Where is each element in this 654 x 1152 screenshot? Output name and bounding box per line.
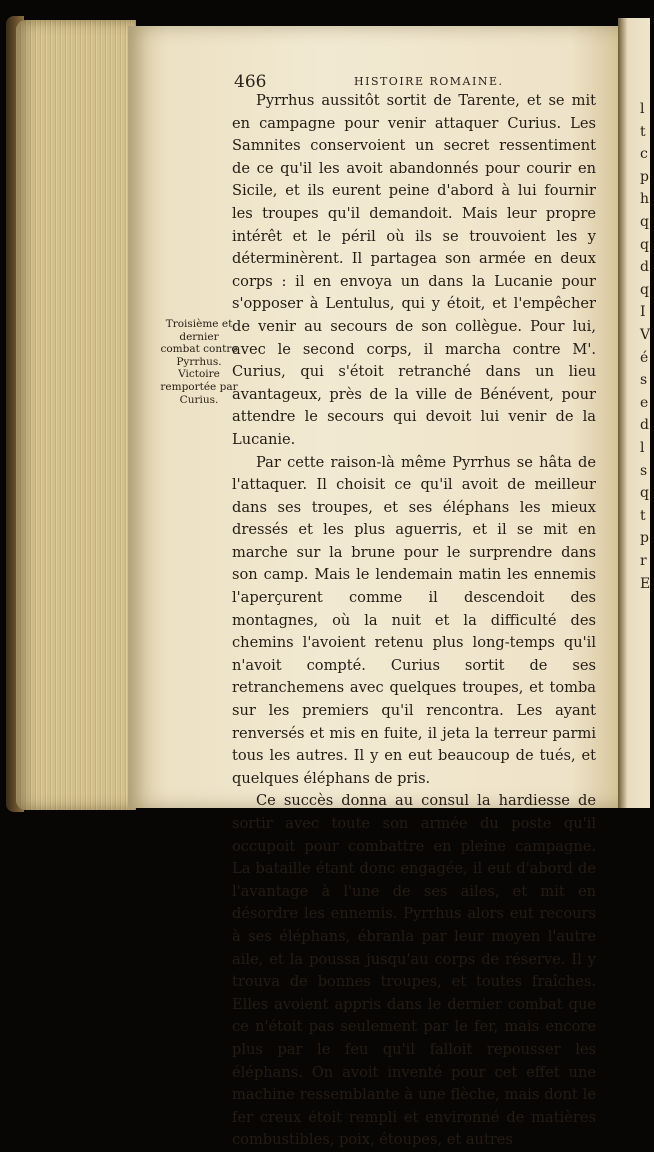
facing-page-fragment: é <box>640 349 649 366</box>
facing-page-fragment: l <box>640 440 645 456</box>
facing-page-fragment: e <box>640 394 649 411</box>
facing-page-fragment: q <box>640 485 649 502</box>
paragraph: Pyrrhus aussitôt sortit de Tarente, et se mit en campagne pour venir attaquer Curius. Les Samnites conservoient un secret ressentiment de ce qu'il les avoit abandonnés pour courir en Sicile, et ils eurent peine d'abord à lui fournir les troupes qu'il demandoit. Mais leur propre intérêt et le péril où ils se trouvoient les y déterminèrent. Il partagea son armée en deux corps : il en envoya un dans la Lucanie pour s'opposer à Lentulus, qui y étoit, et l'empêcher de venir au secours de son collègue. Pour lui, avec le second corps, il marcha contre M'. Curius, qui s'étoit retranché dans un lieu avantageux, près de la ville de Bénévent, pour attendre le secours qui devoit lui venir de la Lucanie. <box>232 92 596 448</box>
facing-page-fragment: l <box>640 101 645 117</box>
facing-page-fragment: d <box>640 417 649 434</box>
facing-page-fragment: s <box>640 372 648 389</box>
facing-page-fragment: I <box>640 304 646 321</box>
facing-page-fragment: E <box>640 575 650 592</box>
facing-page-fragment: q <box>640 281 649 298</box>
facing-page-sliver <box>618 18 650 808</box>
facing-page-fragment: t <box>640 507 646 524</box>
facing-page-fragment: t <box>640 123 646 140</box>
paragraph: Ce succès donna au consul la hardiesse de sortir avec toute son armée du poste qu'il occupoit pour combattre en pleine campagne. La bataille étant donc engagée, il eut d'abord de l'avantage à l'une de ses ailes, et mit en désordre les ennemis. Pyrrhus alors eut recours à ses éléphans, ébranla par leur moyen l'autre aile, et la poussa jusqu'au corps de réserve. Il y trouva de bonnes troupes, et toutes fraîches. Elles avoient appris dans le dernier combat que ce n'étoit pas seulement par le fer, mais encore plus par le feu qu'il falloit repousser les éléphans. On avoit inventé pour cet effet une machine ressemblante à une flèche, mais dont le fer creux étoit rempli et environné de matières combustibles, poix, étoupes, et autres <box>232 792 596 1149</box>
page-number: 466 <box>234 72 267 92</box>
facing-page-fragment: p <box>640 530 649 547</box>
facing-page-fragment: V <box>640 327 650 343</box>
page-body <box>232 90 596 1152</box>
facing-page-fragment: h <box>640 191 650 208</box>
marginal-note: Troisième et dernier combat contre Pyrrhus. Victoire remportée par Curius. <box>160 318 238 406</box>
facing-page-fragment: r <box>640 553 647 569</box>
page-block-edges <box>16 20 136 810</box>
facing-page-fragment: p <box>640 168 649 185</box>
facing-page-fragment: q <box>640 236 649 253</box>
facing-page-fragment: s <box>640 462 648 479</box>
running-title: HISTOIRE ROMAINE. <box>354 75 504 88</box>
facing-page-fragment: q <box>640 214 649 230</box>
facing-page-fragment: d <box>640 259 649 276</box>
facing-page-fragment: c <box>640 146 648 163</box>
page-header <box>234 72 594 92</box>
paragraph: Par cette raison-là même Pyrrhus se hâta de l'attaquer. Il choisit ce qu'il avoit de meilleur dans ses troupes, et ses éléphans les mieux dressés et les plus aguerris, et il se mit en marche sur la brune pour le surprendre dans son camp. Mais le lendemain matin les ennemis l'aperçurent comme il descendoit des montagnes, où la nuit et la difficulté des chemins l'avoient retenu plus long-temps qu'il n'avoit compté. Curius sortit de ses retranchemens avec quelques troupes, et tomba sur les premiers qu'il rencontra. Les ayant renversés et mis en fuite, il jeta la terreur parmi tous les autres. Il y en eut beaucoup de tués, et quelques éléphans de pris. <box>232 453 596 787</box>
